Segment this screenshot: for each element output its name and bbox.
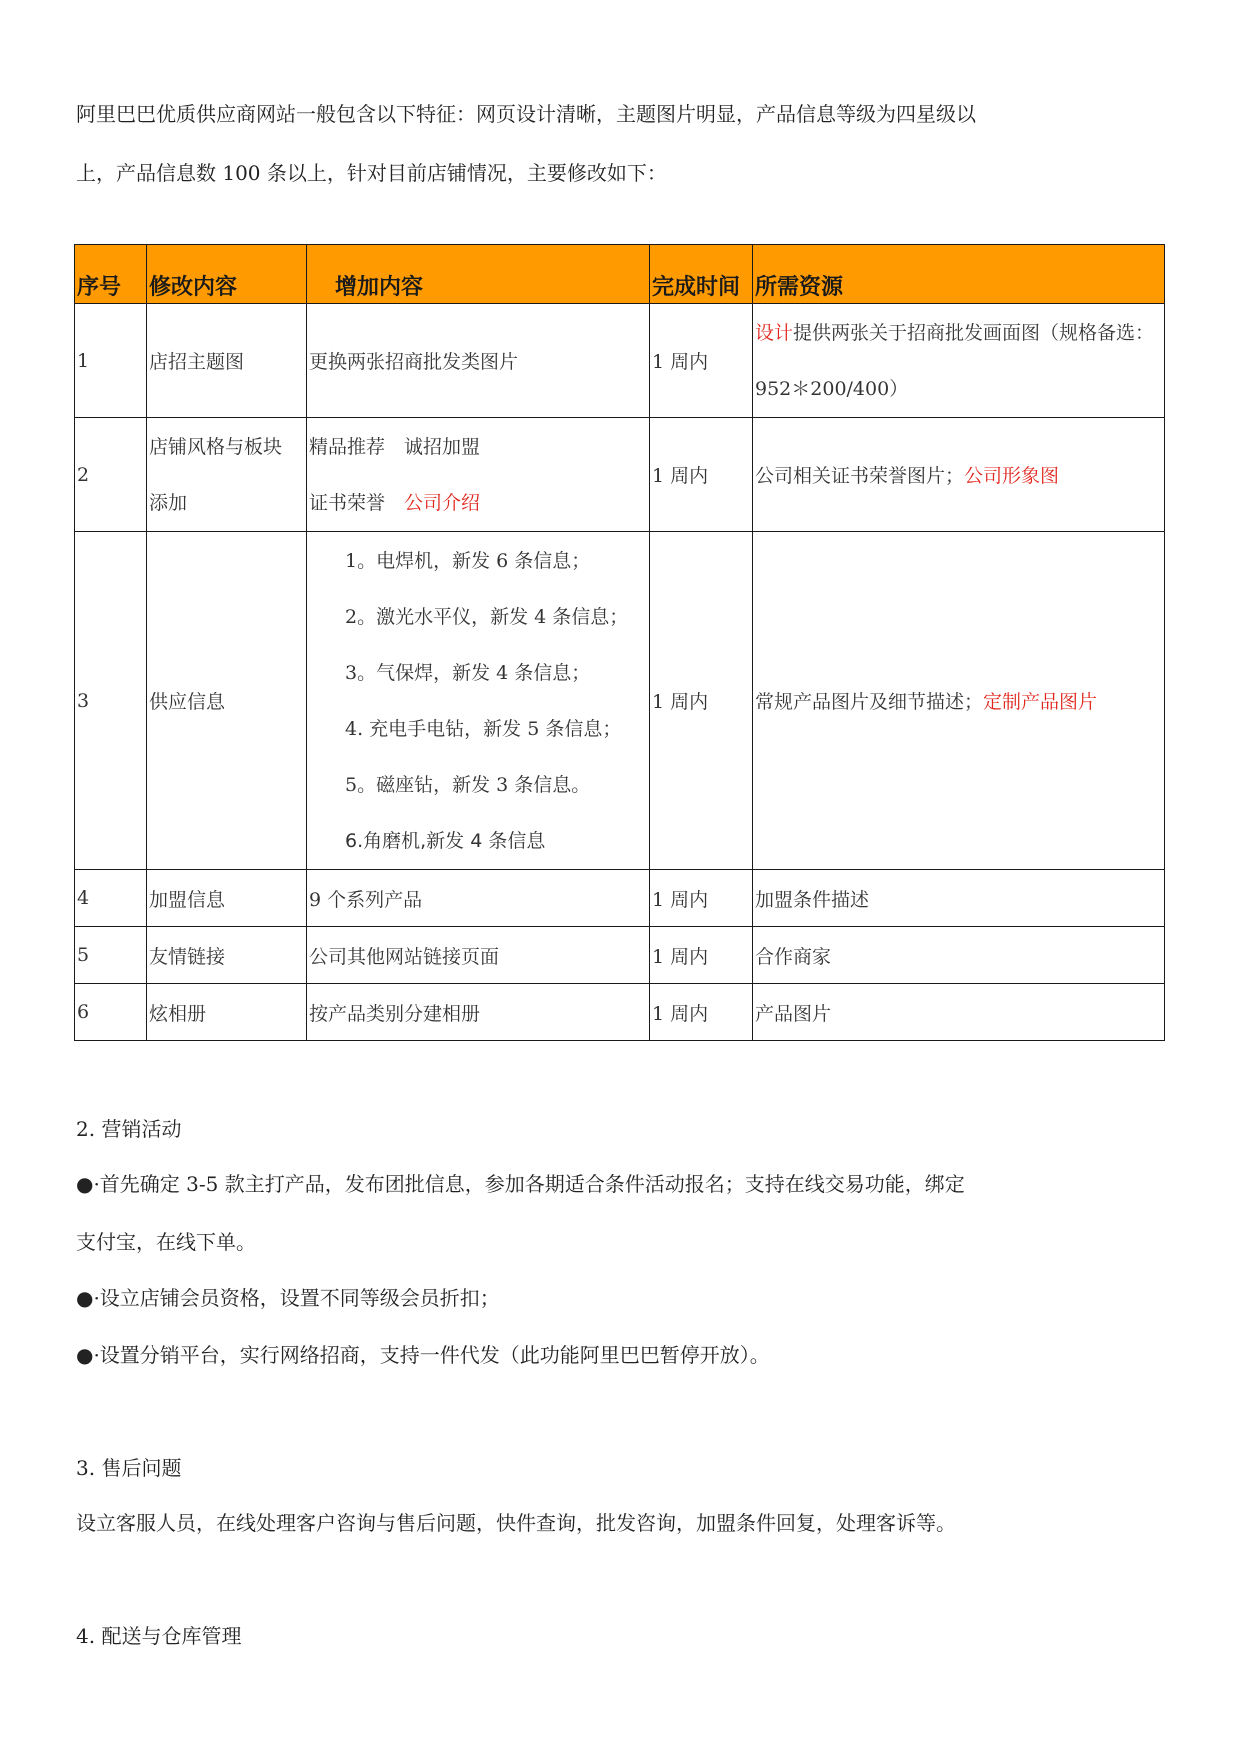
row-time: 1 周内 — [650, 304, 753, 418]
resource-text: 常规产品图片及细节描述； — [755, 691, 984, 713]
row-item-line: 店铺风格与板块 — [149, 435, 283, 458]
header-no: 序号 — [75, 245, 147, 304]
resource-text: 952＊200/400） — [755, 377, 909, 400]
supply-item: 3。气保焊，新发 4 条信息； — [345, 661, 591, 684]
marketing-bullet-1-line-2: 支付宝，在线下单。 — [76, 1230, 256, 1254]
header-resources: 所需资源 — [753, 245, 1165, 304]
marketing-heading: 2. 营销活动 — [76, 1117, 182, 1141]
row-resources — [753, 532, 1165, 870]
header-add: 增加内容 — [307, 245, 650, 304]
table-row — [75, 927, 1165, 984]
supply-item: 6.角磨机,新发 4 条信息 — [345, 829, 546, 852]
row-item: 供应信息 — [147, 532, 307, 870]
row-number: 1 — [75, 304, 147, 418]
row-time: 1 周内 — [650, 870, 753, 927]
resource-highlight: 设计 — [755, 321, 794, 344]
row-resources: 加盟条件描述 — [753, 870, 1165, 927]
row-resources: 合作商家 — [753, 927, 1165, 984]
row-add: 公司其他网站链接页面 — [307, 927, 650, 984]
row-add-text: 证书荣誉 — [309, 491, 405, 514]
row-item: 友情链接 — [147, 927, 307, 984]
marketing-bullet-3: ●·设置分销平台，实行网络招商，支持一件代发（此功能阿里巴巴暂停开放）。 — [76, 1343, 770, 1367]
row-item-line: 添加 — [149, 491, 188, 514]
supply-item: 4. 充电手电钻，新发 5 条信息； — [345, 717, 622, 740]
header-item: 修改内容 — [147, 245, 307, 304]
row-number: 4 — [75, 870, 147, 927]
row-time: 1 周内 — [650, 984, 753, 1041]
table-row — [75, 532, 1165, 870]
table-row — [75, 418, 1165, 532]
modification-table — [74, 244, 1165, 1041]
intro-line-1: 阿里巴巴优质供应商网站一般包含以下特征：网页设计清晰，主题图片明显，产品信息等级为四星级以 — [76, 102, 976, 126]
row-add-highlight: 公司介绍 — [404, 491, 481, 514]
row-item: 店招主题图 — [147, 304, 307, 418]
resource-text: 提供两张关于招商批发画面图（规格备选： — [793, 321, 1155, 344]
row-time: 1 周内 — [650, 418, 753, 532]
row-resources: 产品图片 — [753, 984, 1165, 1041]
row-add — [307, 532, 650, 870]
supply-item: 2。激光水平仪，新发 4 条信息； — [345, 605, 629, 628]
row-resources — [753, 304, 1165, 418]
marketing-bullet-2: ●·设立店铺会员资格，设置不同等级会员折扣； — [76, 1286, 500, 1310]
row-number: 3 — [75, 532, 147, 870]
delivery-heading: 4. 配送与仓库管理 — [76, 1624, 242, 1648]
table-row — [75, 304, 1165, 418]
row-add-line: 精品推荐 诚招加盟 — [309, 435, 481, 458]
row-time: 1 周内 — [650, 532, 753, 870]
marketing-bullet-1-line-1: ●·首先确定 3-5 款主打产品，发布团批信息，参加各期适合条件活动报名；支持在线交易功能，绑定 — [76, 1172, 965, 1196]
row-add — [307, 418, 650, 532]
row-resources — [753, 418, 1165, 532]
row-item: 加盟信息 — [147, 870, 307, 927]
row-item: 炫相册 — [147, 984, 307, 1041]
intro-line-2: 上，产品信息数 100 条以上，针对目前店铺情况，主要修改如下： — [76, 161, 667, 185]
resource-highlight: 公司形象图 — [964, 465, 1060, 487]
row-add: 9 个系列产品 — [307, 870, 650, 927]
table-row — [75, 984, 1165, 1041]
row-number: 6 — [75, 984, 147, 1041]
row-time: 1 周内 — [650, 927, 753, 984]
row-add: 按产品类别分建相册 — [307, 984, 650, 1041]
header-time: 完成时间 — [650, 245, 753, 304]
row-number: 2 — [75, 418, 147, 532]
row-item — [147, 418, 307, 532]
row-number: 5 — [75, 927, 147, 984]
resource-highlight: 定制产品图片 — [983, 691, 1098, 713]
table-header-row — [75, 245, 1165, 304]
row-add: 更换两张招商批发类图片 — [307, 304, 650, 418]
aftersales-text: 设立客服人员，在线处理客户咨询与售后问题，快件查询，批发咨询，加盟条件回复，处理客诉等。 — [76, 1511, 956, 1535]
table-row — [75, 870, 1165, 927]
aftersales-heading: 3. 售后问题 — [76, 1456, 182, 1480]
supply-item: 5。磁座钻，新发 3 条信息。 — [345, 773, 591, 796]
resource-text: 公司相关证书荣誉图片； — [755, 465, 965, 487]
supply-item: 1。电焊机，新发 6 条信息； — [345, 549, 591, 572]
